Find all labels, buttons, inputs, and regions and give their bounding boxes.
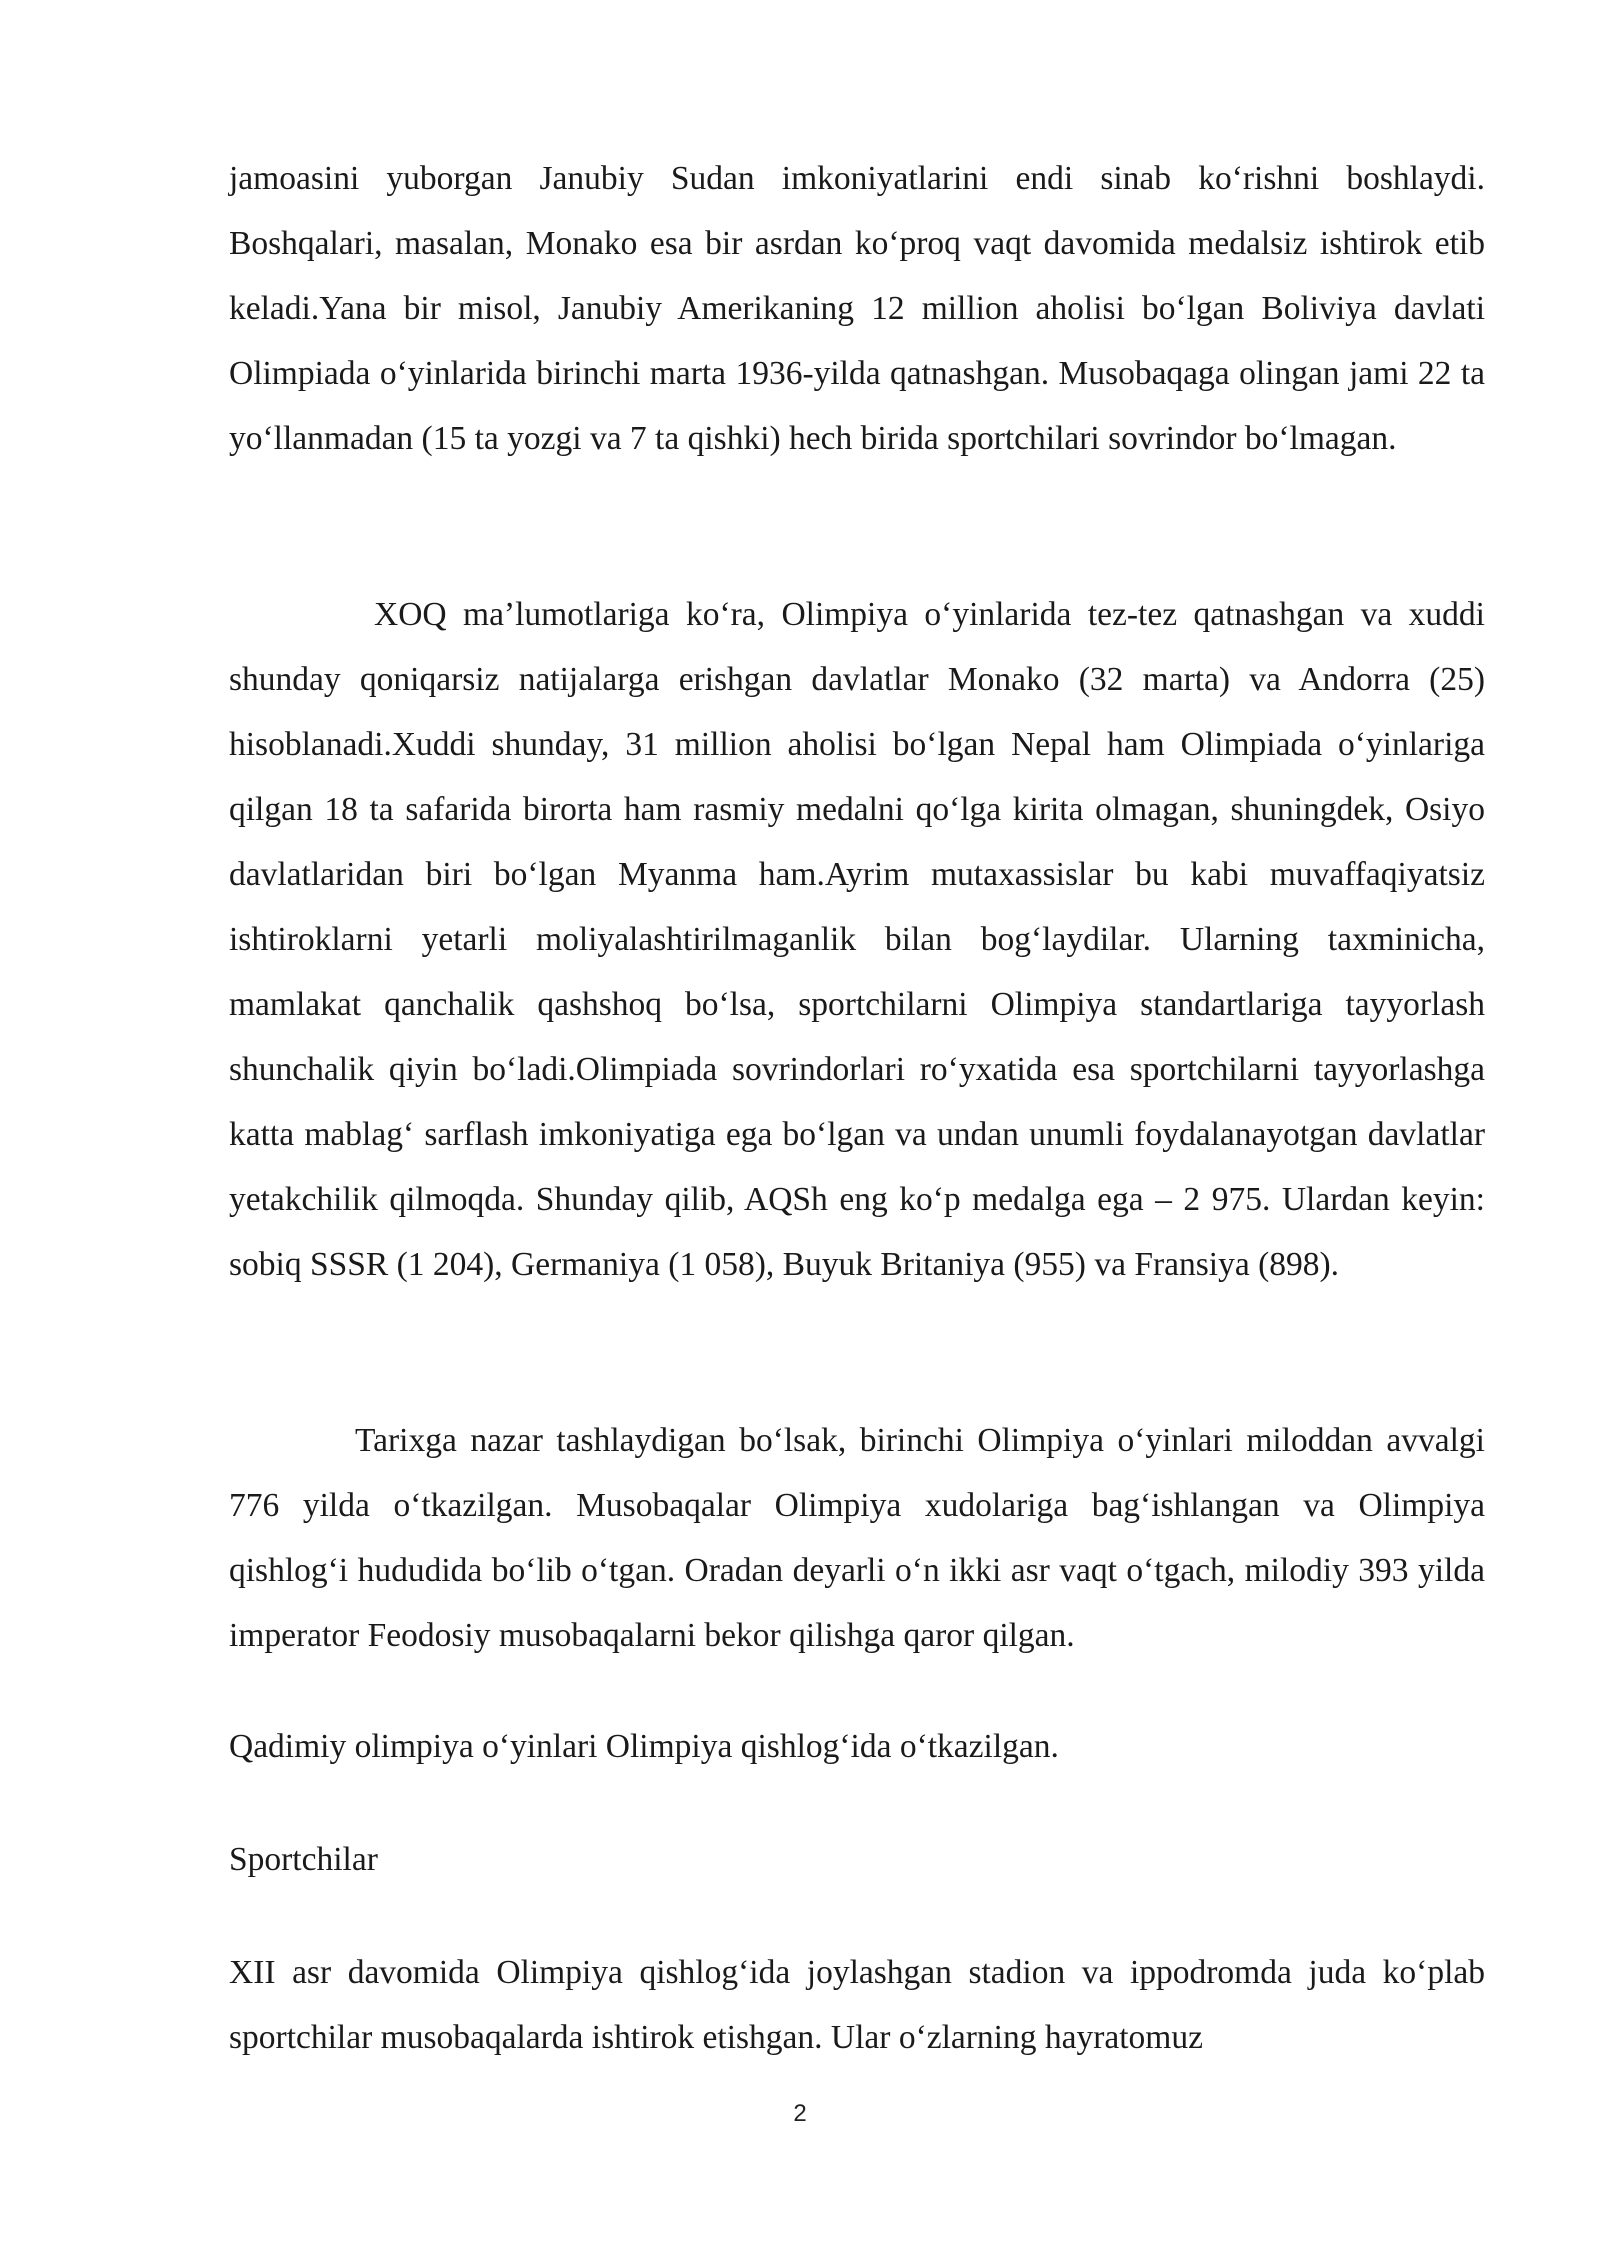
paragraph-3: Tarixga nazar tashlaydigan bo‘lsak, birinchi Olimpiya o‘yinlari miloddan avvalgi 776 yilda o‘tkazilgan. Musobaqalar Olimpiya xudolariga bag‘ishlangan va Olimpiya qishlog‘i hududida bo‘lib o‘tgan. Oradan deyarli o‘n ikki asr vaqt o‘tgach, milodiy 393 yilda imperator Feodosiy musobaqalarni bekor qilishga qaror qilgan. (229, 1422, 1485, 1654)
section-heading: Sportchilar (229, 1841, 378, 1878)
paragraph-4: Qadimiy olimpiya o‘yinlari Olimpiya qishlog‘ida o‘tkazilgan. (229, 1728, 1059, 1765)
paragraph-1: jamoasini yuborgan Janubiy Sudan imkoniyatlarini endi sinab ko‘rishni boshlaydi. Boshqalari, masalan, Monako esa bir asrdan ko‘proq vaqt davomida medalsiz ishtirok etib keladi.Yana bir misol, Janubiy Amerikaning 12 million aholisi bo‘lgan Boliviya davlati Olimpiada o‘yinlarida birinchi marta 1936-yilda qatnashgan. Musobaqaga olingan jami 22 ta yo‘llanmadan (15 ta yozgi va 7 ta qishki) hech birida sportchilari sovrindor bo‘lmagan. (229, 160, 1485, 457)
page-number: 2 (793, 2100, 807, 2127)
paragraph-2: XOQ ma’lumotlariga ko‘ra, Olimpiya o‘yinlarida tez-tez qatnashgan va xuddi shunday qoniqarsiz natijalarga erishgan davlatlar Monako (32 marta) va Andorra (25) hisoblanadi.Xuddi shunday, 31 million aholisi bo‘lgan Nepal ham Olimpiada o‘yinlariga qilgan 18 ta safarida birorta ham rasmiy medalni qo‘lga kirita olmagan, shuningdek, Osiyo davlatlaridan biri bo‘lgan Myanma ham.Ayrim mutaxassislar bu kabi muvaffaqiyatsiz ishtiroklarni yetarli moliyalashtirilmaganlik bilan bog‘laydilar. Ularning taxminicha, mamlakat qanchalik qashshoq bo‘lsa, sportchilarni Olimpiya standartlariga tayyorlash shunchalik qiyin bo‘ladi.Olimpiada sovrindorlari ro‘yxatida esa sportchilarni tayyorlashga katta mablag‘ sarflash imkoniyatiga ega bo‘lgan va undan unumli foydalanayotgan davlatlar yetakchilik qilmoqda. Shunday qilib, AQSh eng ko‘p medalga ega – 2 975. Ulardan keyin: sobiq SSSR (1 204), Germaniya (1 058), Buyuk Britaniya (955) va Fransiya (898). (229, 596, 1485, 1283)
paragraph-5: XII asr davomida Olimpiya qishlog‘ida joylashgan stadion va ippodromda juda ko‘plab sportchilar musobaqalarda ishtirok etishgan. Ular o‘zlarning hayratomuz (229, 1954, 1485, 2056)
